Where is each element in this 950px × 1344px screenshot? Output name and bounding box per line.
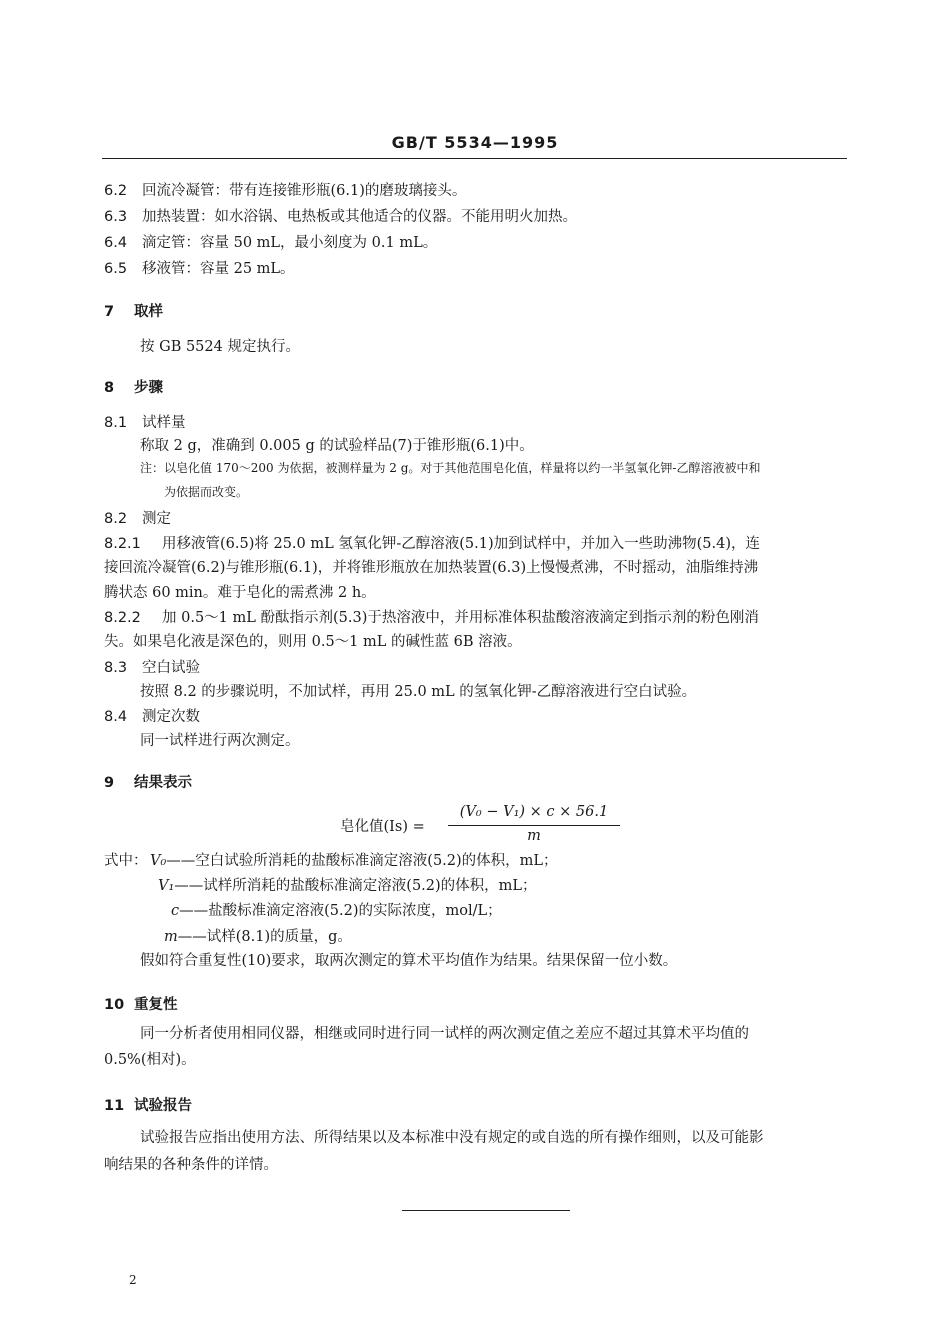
item-text: 移液管：容量 25 mL。 [142,261,295,277]
section-title: 重复性 [134,997,178,1013]
section-number: 9 [104,775,115,791]
clause-8-2-1-line-3: 腾状态 60 min。难于皂化的需煮沸 2 h。 [104,585,376,601]
page-number: 2 [129,1273,137,1287]
var-desc: ——试样(8.1)的质量，g。 [177,929,352,945]
var-symbol: V₀ [150,853,167,869]
formula-numerator: (V₀ − V₁) × c × 56.1 [459,804,609,820]
subsection-title: 空白试验 [142,660,200,676]
section-title: 结果表示 [134,775,192,791]
section-title: 取样 [134,304,163,320]
end-rule [402,1210,570,1211]
clause-number: 8.2.1 [104,536,141,552]
section-8-heading [104,376,163,397]
item-text: 回流冷凝管：带有连接锥形瓶(6.1)的磨玻璃接头。 [142,183,467,199]
var-desc: ——空白试验所消耗的盐酸标准滴定溶液(5.2)的体积，mL； [166,853,558,869]
formula-lhs: 皂化值(Is) = [340,819,425,835]
item-6-5 [104,259,295,279]
var-desc: ——盐酸标准滴定溶液(5.2)的实际浓度，mol/L； [179,903,502,919]
clause-8-2-2-line-1 [104,608,759,628]
var-v1 [158,876,537,896]
var-v0 [150,851,558,871]
item-6-4 [104,233,437,253]
var-symbol: m [164,929,178,945]
section-10-line-1: 同一分析者使用相同仪器，相继或同时进行同一试样的两次测定值之差应不超过其算术平均值的 [140,1026,749,1042]
note-line-1: 注：以皂化值 170～200 为依据，被测样量为 2 g。对于其他范围皂化值，样量将以约一半氢氧化钾-乙醇溶液被中和 [140,461,761,475]
subsection-title: 测定次数 [142,709,200,725]
item-number: 6.3 [104,209,128,225]
clause-text: 加 0.5～1 mL 酚酞指示剂(5.3)于热溶液中，并用标准体积盐酸溶液滴定到指示剂的粉色刚消 [162,610,759,626]
subsection-8-3-heading [104,658,200,678]
subsection-8-2-heading [104,509,171,529]
var-c [171,901,502,921]
subsection-8-3-body: 按照 8.2 的步骤说明，不加试样，再用 25.0 mL 的氢氧化钾-乙醇溶液进行空白试验。 [140,684,697,700]
header-rule [102,158,847,159]
subsection-number: 8.3 [104,660,128,676]
result-conclusion: 假如符合重复性(10)要求，取两次测定的算术平均值作为结果。结果保留一位小数。 [140,953,678,969]
section-number: 7 [104,304,115,320]
item-number: 6.5 [104,261,128,277]
subsection-number: 8.1 [104,415,128,431]
section-11-heading [104,1094,192,1115]
clause-number: 8.2.2 [104,610,141,626]
section-7-heading [104,300,163,321]
subsection-8-4-heading [104,707,200,727]
section-9-heading [104,771,192,792]
subsection-title: 试样量 [142,415,186,431]
section-title: 试验报告 [134,1098,192,1114]
section-number: 10 [104,997,125,1013]
subsection-number: 8.2 [104,511,128,527]
standard-code-header: GB/T 5534—1995 [391,133,559,152]
subsection-8-4-body: 同一试样进行两次测定。 [140,733,300,749]
var-symbol: c [171,903,180,919]
where-label: 式中： [104,853,148,869]
section-10-heading [104,993,178,1014]
section-number: 11 [104,1098,125,1114]
var-m [164,927,352,947]
item-text: 加热装置：如水浴锅、电热板或其他适合的仪器。不能用明火加热。 [142,209,577,225]
clause-8-2-1-line-1 [104,534,760,554]
section-number: 8 [104,380,115,396]
item-6-2 [104,181,466,201]
item-6-3 [104,207,577,227]
clause-8-2-2-line-2: 失。如果皂化液是深色的，则用 0.5～1 mL 的碱性蓝 6B 溶液。 [104,634,522,650]
section-11-line-2: 响结果的各种条件的详情。 [104,1157,278,1173]
subsection-title: 测定 [142,511,171,527]
clause-8-2-1-line-2: 接回流冷凝管(6.2)与锥形瓶(6.1)，并将锥形瓶放在加热装置(6.3)上慢慢煮沸，不时摇动，油脂维持沸 [104,560,759,576]
var-symbol: V₁ [158,878,175,894]
item-text: 滴定管：容量 50 mL，最小刻度为 0.1 mL。 [142,235,438,251]
note-line-2: 为依据而改变。 [164,485,249,499]
var-desc: ——试样所消耗的盐酸标准滴定溶液(5.2)的体积，mL； [174,878,537,894]
item-number: 6.2 [104,183,128,199]
section-7-body: 按 GB 5524 规定执行。 [140,339,300,355]
formula-denominator: m [527,828,541,844]
subsection-number: 8.4 [104,709,128,725]
subsection-8-1-heading [104,413,186,433]
section-10-line-2: 0.5%(相对)。 [104,1052,196,1068]
fraction-bar [448,825,620,826]
item-number: 6.4 [104,235,128,251]
clause-text: 用移液管(6.5)将 25.0 mL 氢氧化钾-乙醇溶液(5.1)加到试样中，并加入一些助沸物(5.4)，连 [162,536,761,552]
section-title: 步骤 [134,380,163,396]
section-11-line-1: 试验报告应指出使用方法、所得结果以及本标准中没有规定的或自选的所有操作细则，以及可能影 [140,1130,764,1146]
subsection-8-1-body: 称取 2 g，准确到 0.005 g 的试验样品(7)于锥形瓶(6.1)中。 [140,438,534,454]
